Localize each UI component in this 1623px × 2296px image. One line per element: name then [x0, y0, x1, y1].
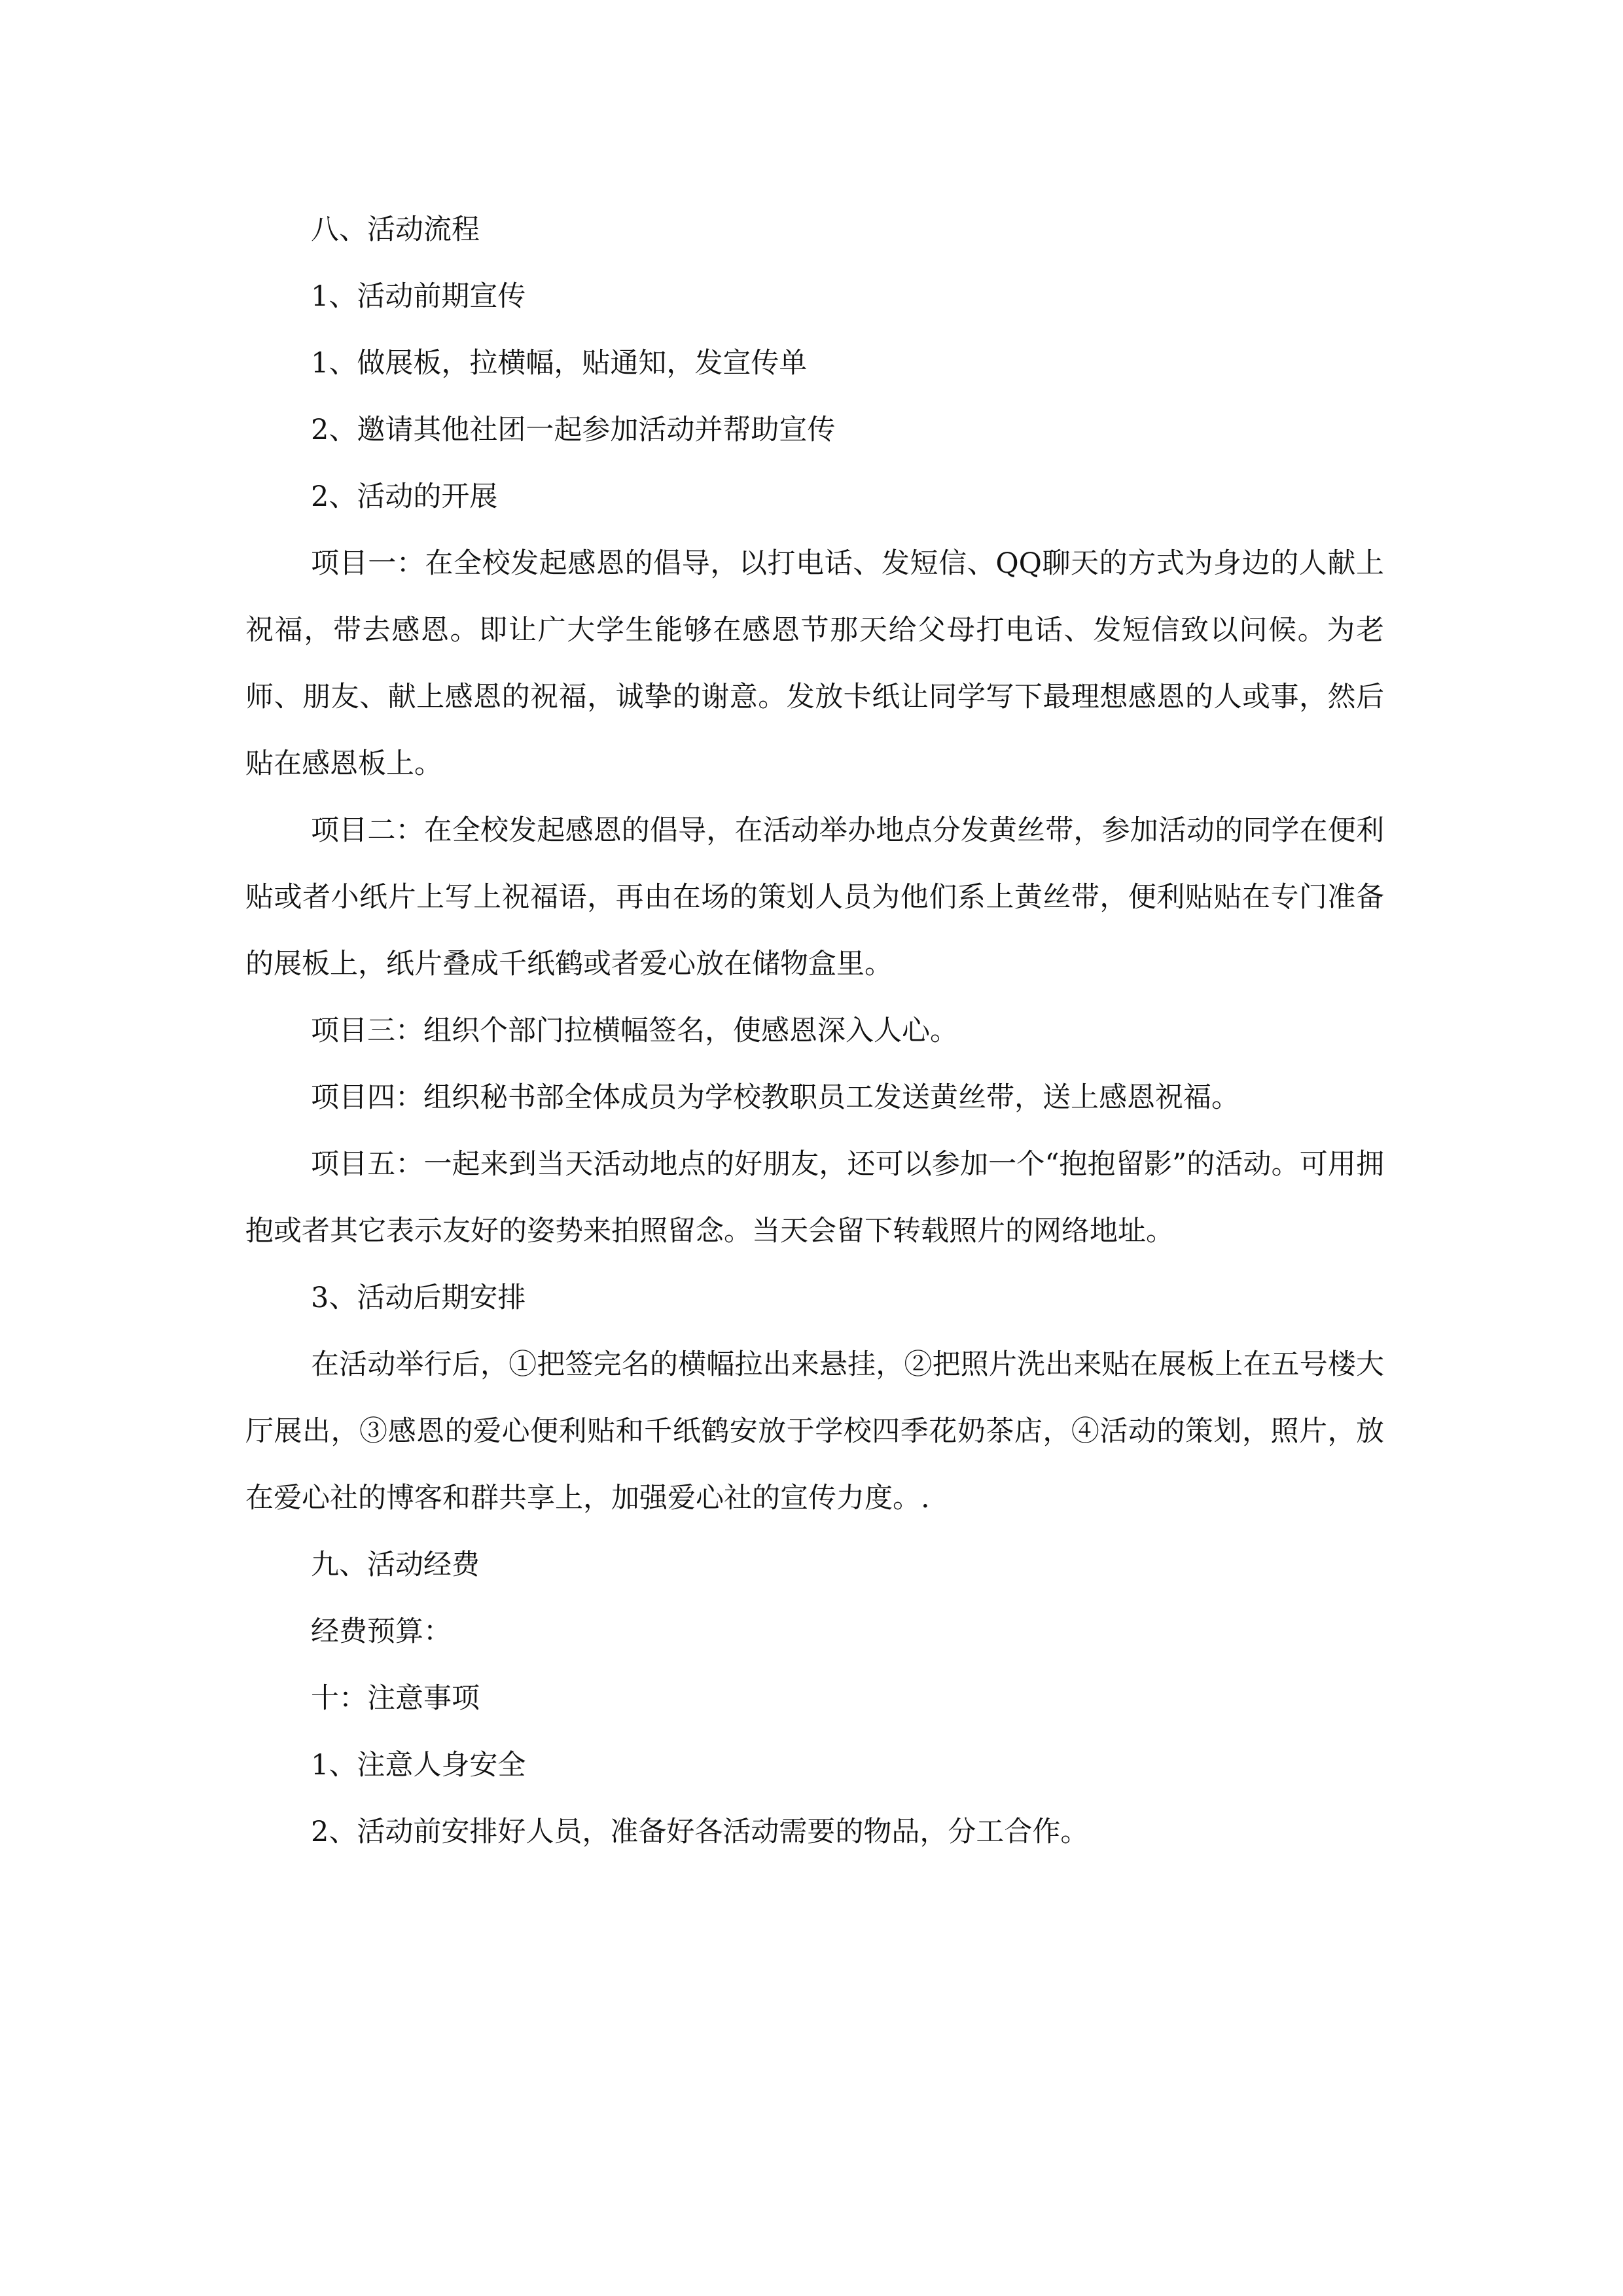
post-arrangement-paragraph: 在活动举行后，①把签完名的横幅拉出来悬挂，②把照片洗出来贴在展板上在五号楼大厅展出，③感恩的爱心便利贴和千纸鹤安放于学校四季花奶茶店，④活动的策划，照片，放在爱心社的博客和群共享上，加强爱心社的宣传力度。. — [245, 1348, 1384, 1515]
list-item: 1、做展板，拉横幅，贴通知，发宣传单 — [311, 347, 808, 380]
project-two-paragraph: 项目二：在全校发起感恩的倡导，在活动举办地点分发黄丝带，参加活动的同学在便利贴或者小纸片上写上祝福语，再由在场的策划人员为他们系上黄丝带，便利贴贴在专门准备的展板上，纸片叠成千纸鹤或者爱心放在储物盒里。 — [245, 814, 1384, 980]
section-heading-funding: 九、活动经费 — [311, 1549, 480, 1581]
list-item: 1、注意人身安全 — [311, 1749, 526, 1782]
project-four-paragraph: 项目四：组织秘书部全体成员为学校教职员工发送黄丝带，送上感恩祝福。 — [311, 1081, 1240, 1114]
project-one-paragraph: 项目一：在全校发起感恩的倡导，以打电话、发短信、QQ聊天的方式为身边的人献上祝福，带去感恩。即让广大学生能够在感恩节那天给父母打电话、发短信致以问候。为老师、朋友、献上感恩的祝福，诚挚的谢意。发放卡纸让同学写下最理想感恩的人或事，然后贴在感恩板上。 — [245, 547, 1384, 780]
document-body — [245, 196, 1384, 1865]
list-item: 2、活动前安排好人员，准备好各活动需要的物品，分工合作。 — [311, 1816, 1089, 1848]
section-heading-notes: 十：注意事项 — [311, 1682, 480, 1715]
project-five-paragraph: 项目五：一起来到当天活动地点的好朋友，还可以参加一个“抱抱留影”的活动。可用拥抱或者其它表示友好的姿势来拍照留念。当天会留下转载照片的网络地址。 — [245, 1148, 1384, 1247]
subsection-activity-development: 2、活动的开展 — [311, 480, 498, 513]
list-item: 2、邀请其他社团一起参加活动并帮助宣传 — [311, 414, 836, 446]
budget-label: 经费预算： — [311, 1615, 452, 1648]
subsection-pre-promotion: 1、活动前期宣传 — [311, 280, 526, 313]
subsection-post-arrangement: 3、活动后期安排 — [311, 1282, 526, 1314]
section-heading-activity-process: 八、活动流程 — [311, 213, 480, 246]
project-three-paragraph: 项目三：组织个部门拉横幅签名，使感恩深入人心。 — [311, 1014, 958, 1047]
